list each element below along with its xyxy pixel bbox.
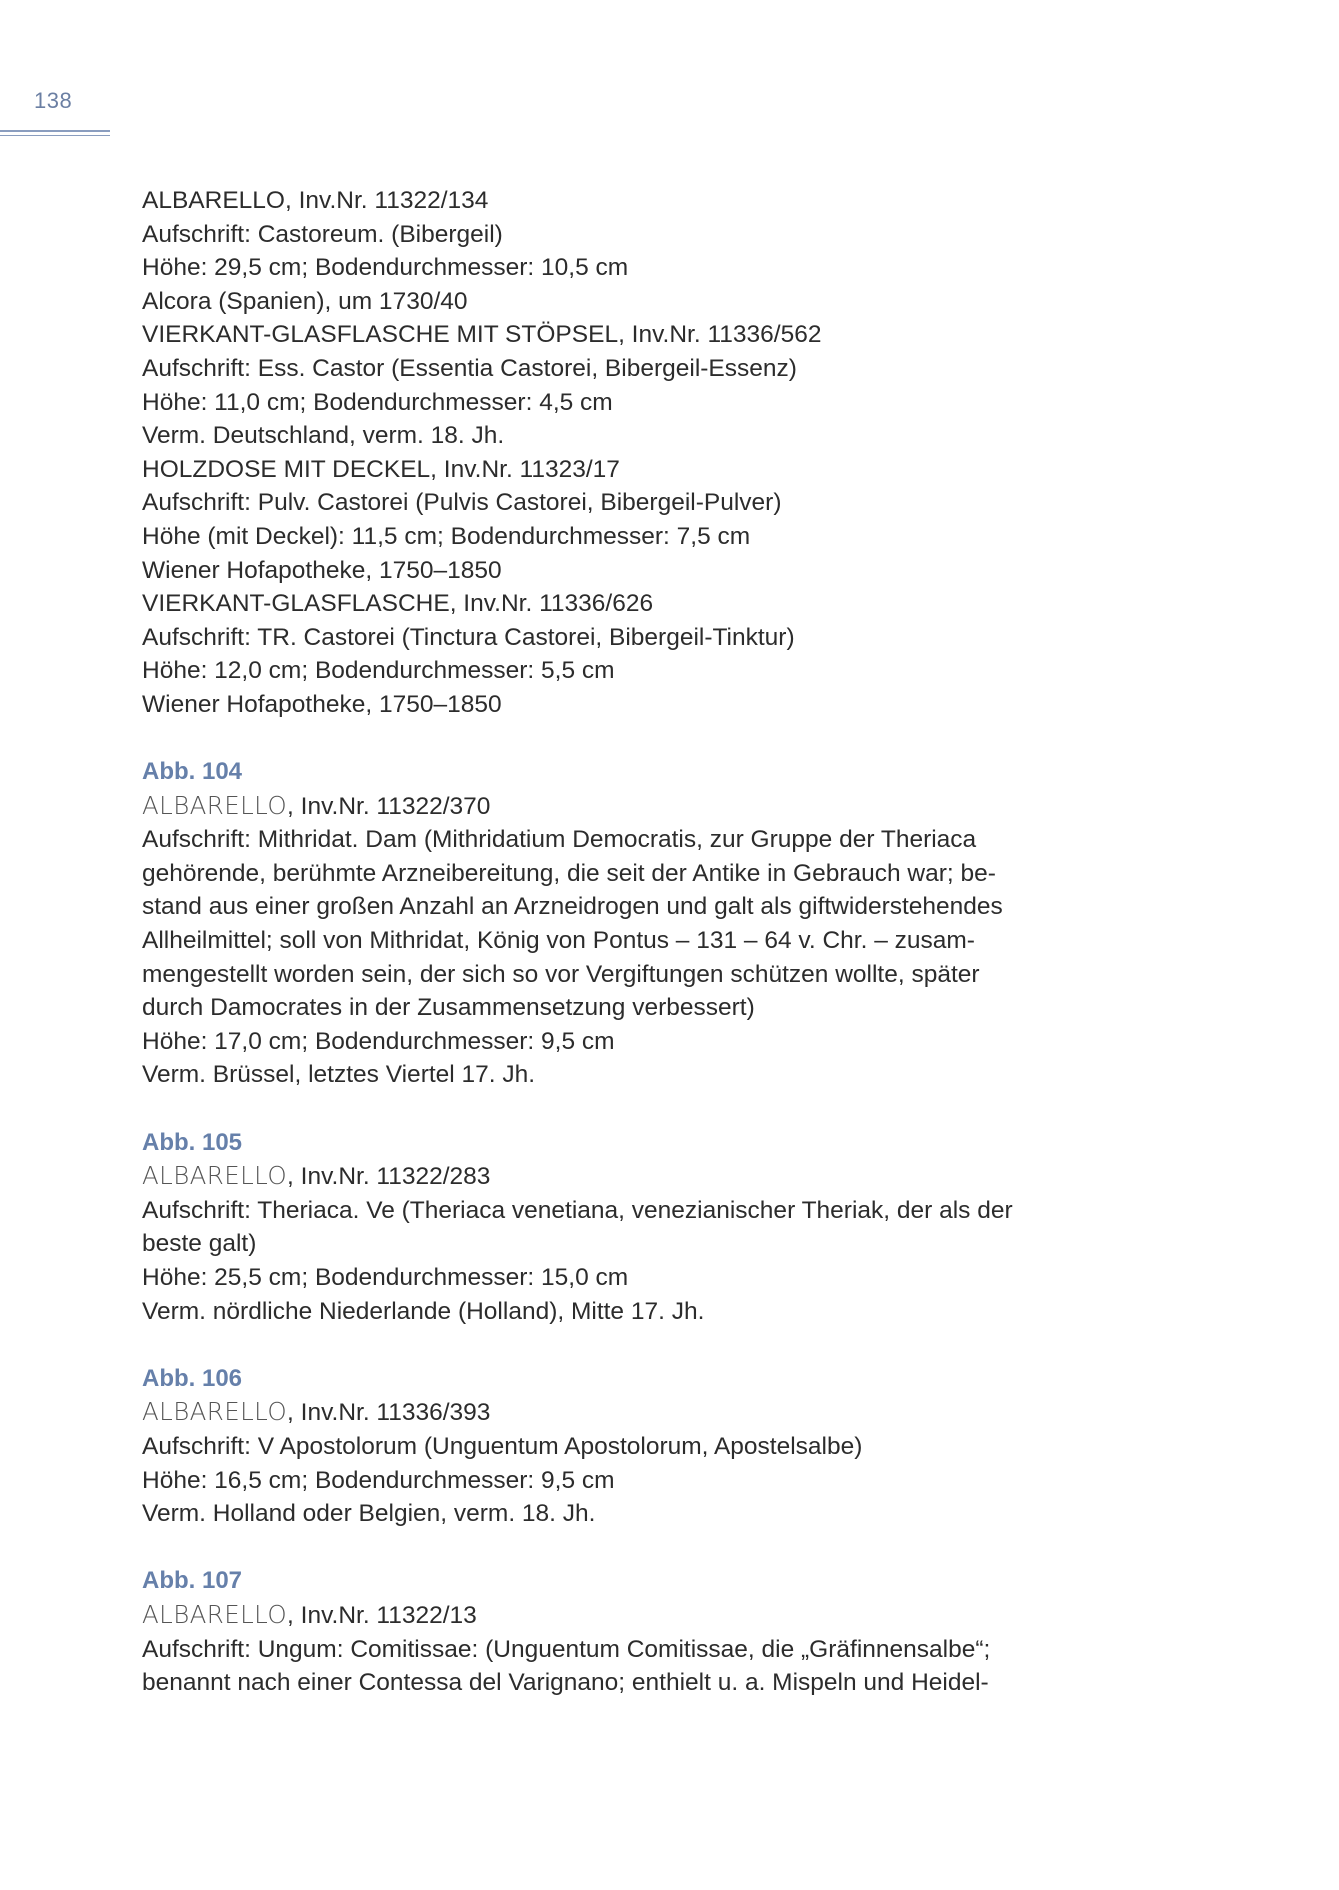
page-content [142, 184, 1042, 1700]
text-line: Alcora (Spanien), um 1730/40 [142, 287, 468, 315]
text-line: Höhe: 11,0 cm; Bodendurchmesser: 4,5 cm [142, 388, 613, 416]
entry-abb-107 [142, 1564, 1042, 1699]
entry-inventory-number: , Inv.Nr. 11336/393 [287, 1399, 491, 1427]
text-line: Aufschrift: Ungum: Comitissae: (Unguentum Comitissae, die „Gräfinnensalbe“; [142, 1635, 991, 1663]
paragraph-gap [142, 722, 1042, 756]
entry-object-name: ALBARELLO [142, 790, 288, 820]
text-line: Wiener Hofapotheke, 1750–1850 [142, 556, 502, 584]
entry-abb-104 [142, 755, 1042, 1092]
text-line: durch Damocrates in der Zusammensetzung verbessert) [142, 994, 755, 1022]
entry-heading: Abb. 104 [142, 758, 243, 786]
text-line: ALBARELLO, Inv.Nr. 11322/134 [142, 187, 489, 214]
text-line: Höhe: 29,5 cm; Bodendurchmesser: 10,5 cm [142, 254, 629, 282]
text-line: benannt nach einer Contessa del Varignano; enthielt u. a. Mispeln und Heidel- [142, 1669, 989, 1697]
entry-object-name: ALBARELLO [142, 1599, 288, 1629]
paragraph-gap [142, 1092, 1042, 1126]
text-line: Höhe: 25,5 cm; Bodendurchmesser: 15,0 cm [142, 1264, 629, 1291]
entry-heading: Abb. 105 [142, 1128, 243, 1156]
text-line: Aufschrift: Ess. Castor (Essentia Castorei, Bibergeil-Essenz) [142, 354, 797, 382]
header-rule [0, 130, 110, 132]
entry-inventory-number: , Inv.Nr. 11322/283 [287, 1163, 491, 1191]
text-line: Aufschrift: Pulv. Castorei (Pulvis Castorei, Bibergeil-Pulver) [142, 489, 782, 517]
entry-title-line [142, 789, 1042, 824]
entry-inventory-number: , Inv.Nr. 11322/13 [287, 1601, 477, 1629]
text-line: Aufschrift: V Apostolorum (Unguentum Apostolorum, Apostelsalbe) [142, 1432, 863, 1460]
entry-heading: Abb. 107 [142, 1567, 243, 1595]
entry-inventory-number: , Inv.Nr. 11322/370 [287, 792, 491, 820]
entry-abb-106 [142, 1362, 1042, 1531]
entry-title-line [142, 1598, 1042, 1633]
entry-heading: Abb. 106 [142, 1364, 243, 1392]
text-line: VIERKANT-GLASFLASCHE MIT STÖPSEL, Inv.Nr. 11336/562 [142, 321, 822, 349]
entry-object-name: ALBARELLO [142, 1161, 288, 1191]
text-line: Höhe: 16,5 cm; Bodendurchmesser: 9,5 cm [142, 1466, 615, 1494]
text-line: Verm. Brüssel, letztes Viertel 17. Jh. [142, 1061, 536, 1089]
text-line: gehörende, berühmte Arzneibereitung, die seit der Antike in Gebrauch war; be- [142, 859, 996, 887]
text-line: Wiener Hofapotheke, 1750–1850 [142, 690, 502, 718]
text-line: stand aus einer großen Anzahl an Arzneidrogen und galt als giftwiderstehendes [142, 893, 1003, 921]
text-line: VIERKANT-GLASFLASCHE, Inv.Nr. 11336/626 [142, 590, 654, 618]
page-number: 138 [34, 88, 73, 113]
text-line: Aufschrift: Castoreum. (Bibergeil) [142, 220, 503, 248]
text-line: HOLZDOSE MIT DECKEL, Inv.Nr. 11323/17 [142, 455, 620, 483]
entry-abb-105 [142, 1126, 1042, 1329]
text-line: Höhe: 12,0 cm; Bodendurchmesser: 5,5 cm [142, 657, 615, 685]
paragraph-gap [142, 1531, 1042, 1565]
paragraph-gap [142, 1328, 1042, 1362]
header-rule-thin [0, 135, 110, 136]
entry-title-line [142, 1395, 1042, 1430]
text-line: Verm. nördliche Niederlande (Holland), Mitte 17. Jh. [142, 1297, 705, 1325]
text-line: Verm. Deutschland, verm. 18. Jh. [142, 422, 505, 450]
intro-block [142, 184, 1042, 722]
text-line: Höhe: 17,0 cm; Bodendurchmesser: 9,5 cm [142, 1027, 615, 1055]
text-line: Aufschrift: TR. Castorei (Tinctura Castorei, Bibergeil-Tinktur) [142, 623, 795, 651]
text-line: beste galt) [142, 1230, 257, 1258]
text-line: Verm. Holland oder Belgien, verm. 18. Jh. [142, 1500, 596, 1528]
text-line: Höhe (mit Deckel): 11,5 cm; Bodendurchmesser: 7,5 cm [142, 522, 751, 550]
text-line: Allheilmittel; soll von Mithridat, König von Pontus – 131 – 64 v. Chr. – zusam- [142, 927, 975, 955]
entry-object-name: ALBARELLO [142, 1397, 288, 1427]
text-line: Aufschrift: Mithridat. Dam (Mithridatium Democratis, zur Gruppe der Theriaca [142, 826, 977, 854]
entry-title-line [142, 1159, 1042, 1194]
text-line: Aufschrift: Theriaca. Ve (Theriaca venetiana, venezianischer Theriak, der als der [142, 1196, 1013, 1224]
text-line: mengestellt worden sein, der sich so vor Vergiftungen schützen wollte, später [142, 960, 980, 988]
